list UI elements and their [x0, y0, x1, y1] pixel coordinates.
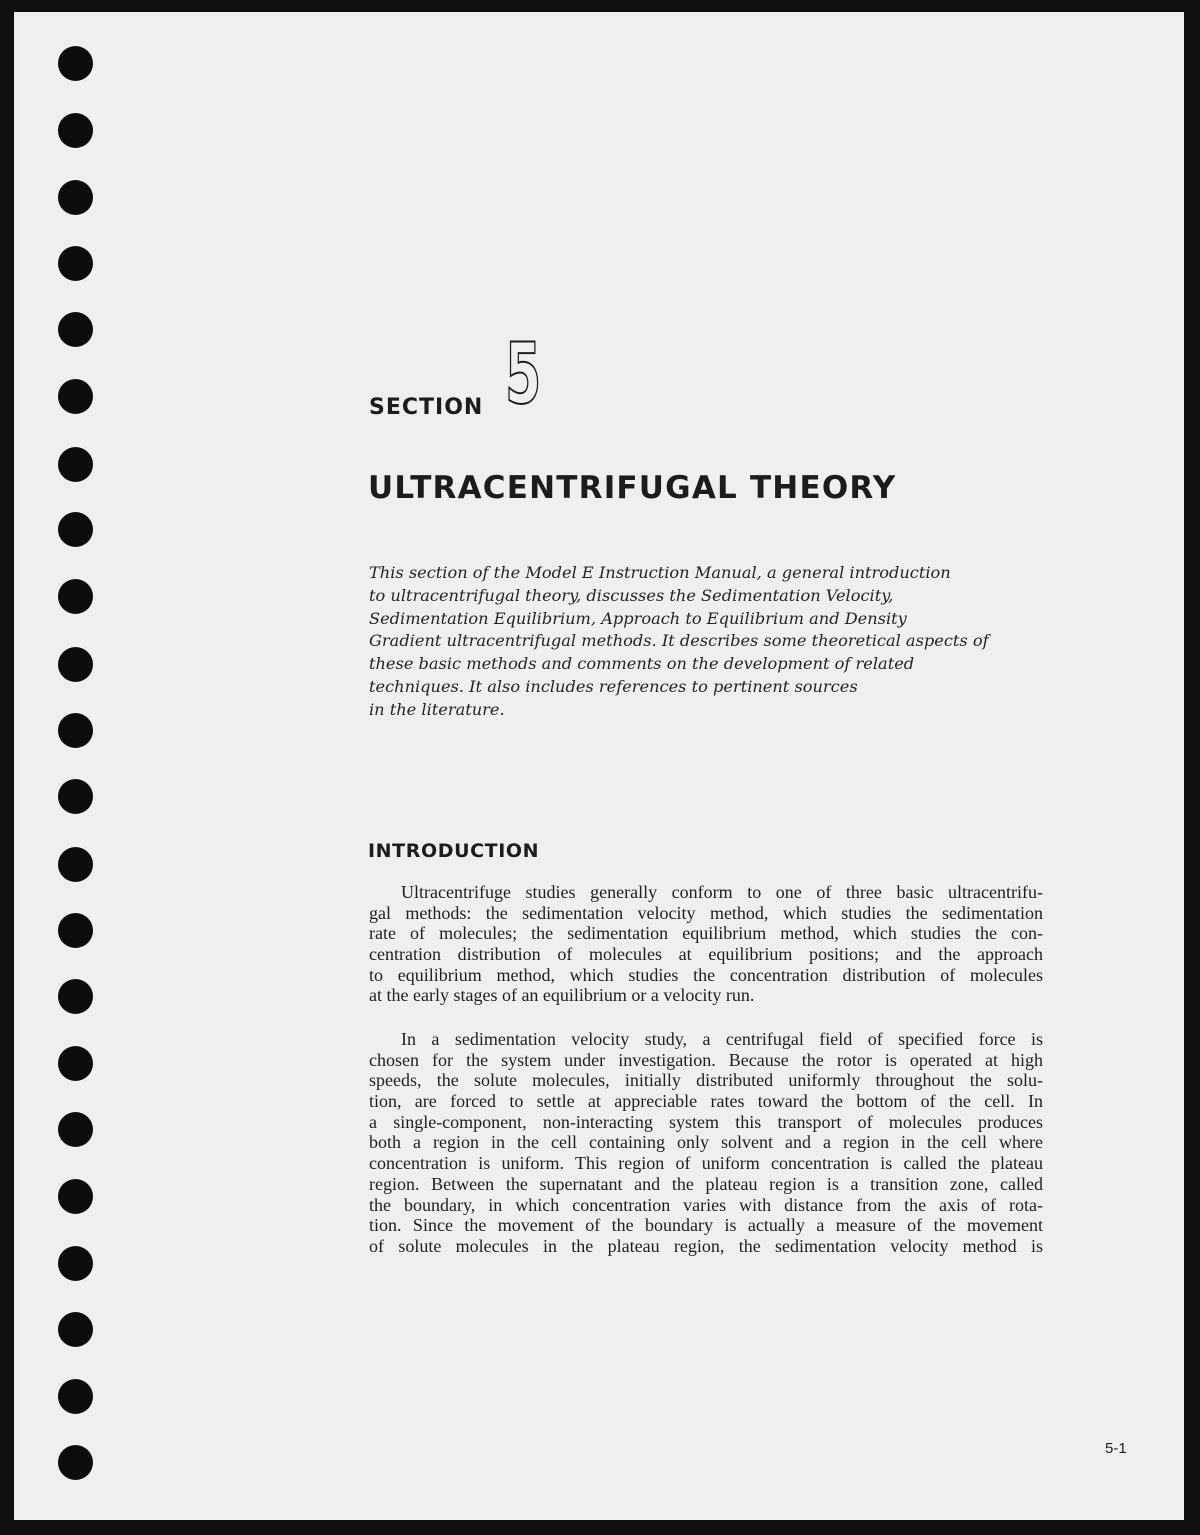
binder-hole: [58, 512, 93, 547]
paragraph-line: both a region in the cell containing only solvent and a region in the cell where: [369, 1132, 1043, 1153]
introduction-heading: INTRODUCTION: [368, 840, 540, 862]
abstract-line: these basic methods and comments on the development of related: [369, 654, 915, 674]
binder-holes: [14, 12, 114, 1520]
paragraph-line: speeds, the solute molecules, initially distributed uniformly throughout the solu-: [369, 1070, 1043, 1091]
binder-hole: [58, 180, 93, 215]
binder-hole: [58, 1179, 93, 1214]
binder-hole: [58, 979, 93, 1014]
binder-hole: [58, 113, 93, 148]
binder-hole: [58, 447, 93, 482]
binder-hole: [58, 1312, 93, 1347]
paragraph-line: gal methods: the sedimentation velocity method, which studies the sedimentation: [369, 902, 1043, 923]
paragraph-line: chosen for the system under investigation. Because the rotor is operated at high: [369, 1049, 1043, 1070]
introduction-paragraph-1: [369, 882, 1043, 1006]
binder-hole: [58, 713, 93, 748]
paragraph-line: tion. Since the movement of the boundary is actually a measure of the movement: [369, 1215, 1043, 1236]
binder-hole: [58, 779, 93, 814]
paragraph-line: tion, are forced to settle at appreciable rates toward the bottom of the cell. In: [369, 1091, 1043, 1112]
binder-hole: [58, 579, 93, 614]
introduction-paragraph-2: [369, 1029, 1043, 1257]
paragraph-line: centration distribution of molecules at equilibrium positions; and the approach: [369, 944, 1043, 965]
binder-hole: [58, 246, 93, 281]
paragraph-line: In a sedimentation velocity study, a centrifugal field of specified force is: [401, 1029, 1043, 1049]
paragraph-line: of solute molecules in the plateau region, the sedimentation velocity method is: [369, 1235, 1043, 1256]
abstract-line: to ultracentrifugal theory, discusses the Sedimentation Velocity,: [369, 585, 894, 605]
binder-hole: [58, 1046, 93, 1081]
abstract-line: Gradient ultracentrifugal methods. It describes some theoretical aspects of: [369, 631, 989, 651]
abstract-line: Sedimentation Equilibrium, Approach to Equilibrium and Density: [369, 608, 907, 628]
paragraph-line: region. Between the supernatant and the plateau region is a transition zone, called: [369, 1173, 1043, 1194]
abstract-line: techniques. It also includes references to pertinent sources: [369, 676, 858, 696]
binder-hole: [58, 379, 93, 414]
section-number: 5: [505, 325, 542, 423]
paragraph-line: rate of molecules; the sedimentation equilibrium method, which studies the con-: [369, 923, 1043, 944]
abstract-line: in the literature.: [369, 699, 505, 719]
paragraph-line: a single-component, non-interacting system this transport of molecules produces: [369, 1111, 1043, 1132]
binder-hole: [58, 1379, 93, 1414]
paragraph-line: concentration is uniform. This region of uniform concentration is called the plateau: [369, 1153, 1043, 1174]
section-title: ULTRACENTRIFUGAL THEORY: [368, 470, 897, 506]
paragraph-line: the boundary, in which concentration varies with distance from the axis of rota-: [369, 1194, 1043, 1215]
abstract-line: This section of the Model E Instruction Manual, a general introduction: [369, 563, 951, 582]
binder-hole: [58, 46, 93, 81]
paragraph-line: Ultracentrifuge studies generally conform to one of three basic ultracentrifu-: [401, 882, 1043, 902]
paragraph-line: to equilibrium method, which studies the concentration distribution of molecules: [369, 964, 1043, 985]
section-abstract: [369, 562, 1069, 722]
paragraph-line: at the early stages of an equilibrium or a velocity run.: [369, 985, 755, 1006]
manual-page: [14, 12, 1184, 1520]
binder-hole: [58, 1112, 93, 1147]
section-label: SECTION: [369, 395, 484, 420]
binder-hole: [58, 913, 93, 948]
binder-hole: [58, 847, 93, 882]
binder-hole: [58, 312, 93, 347]
binder-hole: [58, 1445, 93, 1480]
binder-hole: [58, 1246, 93, 1281]
page-number: 5-1: [1105, 1440, 1127, 1457]
binder-hole: [58, 647, 93, 682]
